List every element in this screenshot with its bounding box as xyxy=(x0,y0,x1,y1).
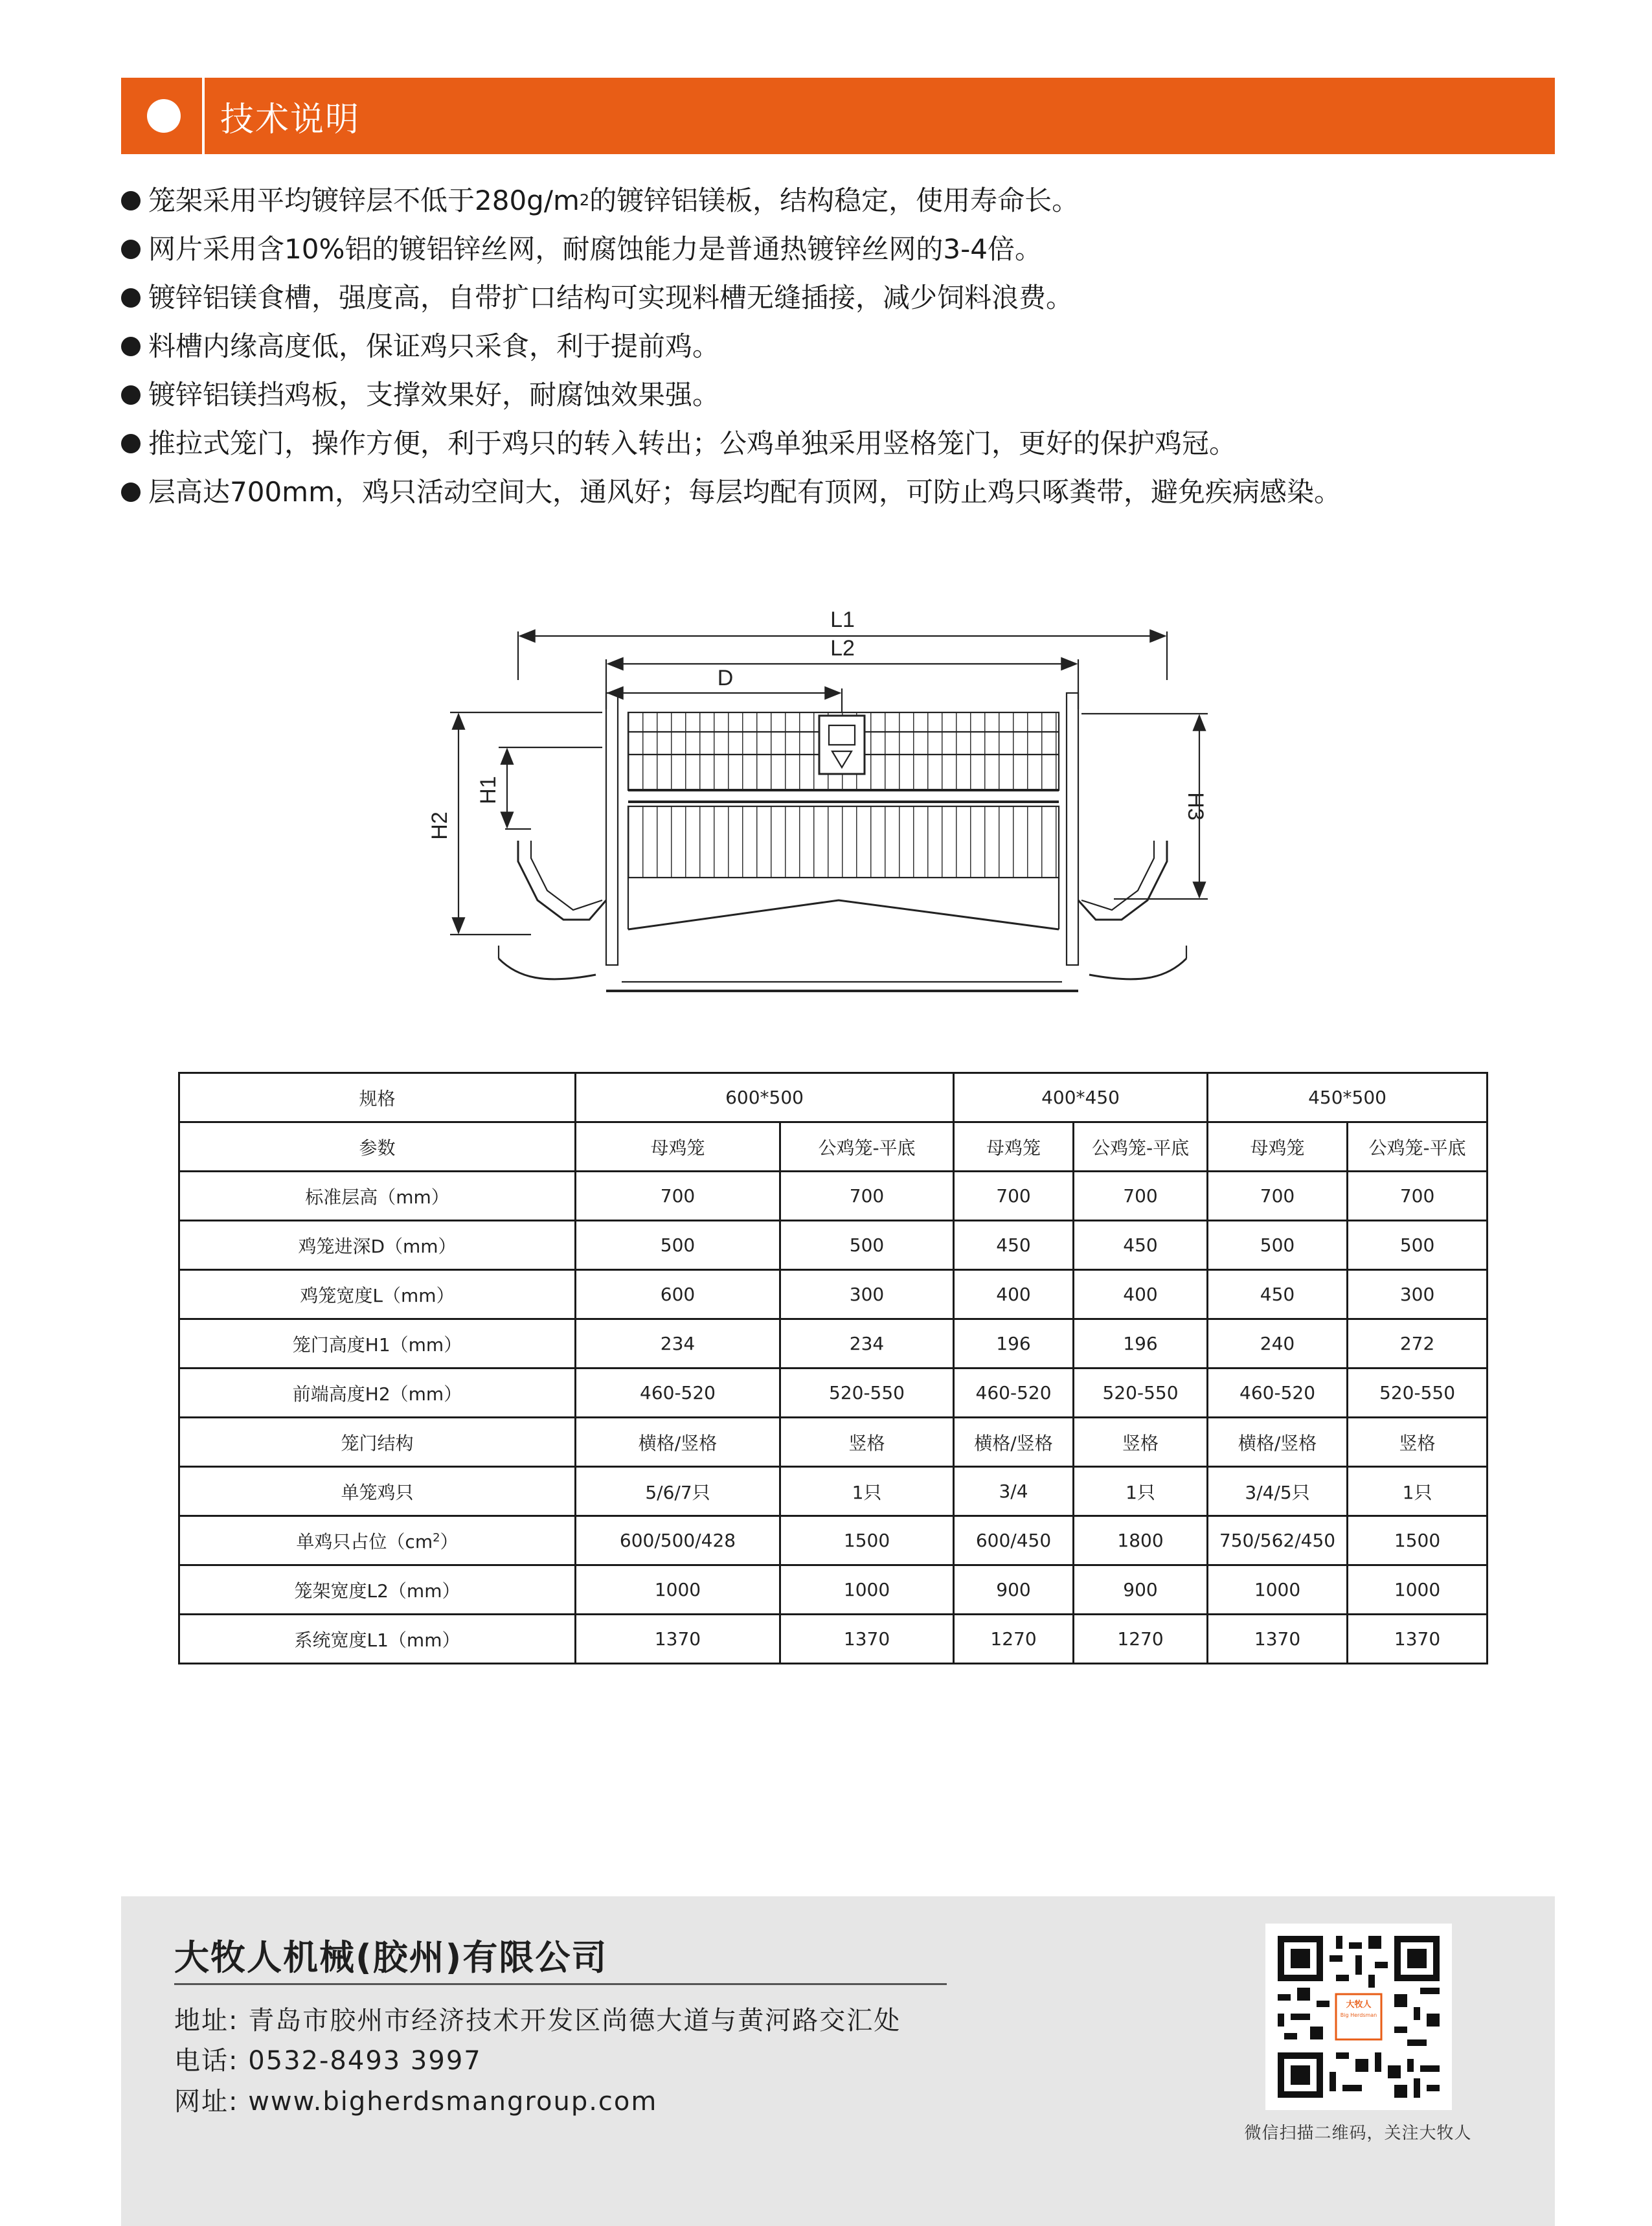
bullet-icon xyxy=(121,191,141,210)
table-cell: 公鸡笼-平底 xyxy=(780,1122,954,1172)
table-cell: 234 xyxy=(780,1319,954,1369)
company-name: 大牧人机械(胶州)有限公司 xyxy=(174,1937,608,1978)
table-cell: 公鸡笼-平底 xyxy=(1074,1122,1208,1172)
table-cell: 600/450 xyxy=(954,1516,1074,1565)
table-cell: 1270 xyxy=(1074,1615,1208,1664)
table-cell: 450*500 xyxy=(1208,1073,1488,1122)
spec-table xyxy=(178,1072,1488,1664)
bullet-icon xyxy=(121,240,141,259)
address-text: 地址: 青岛市胶州市经济技术开发区尚德大道与黄河路交汇处 xyxy=(174,2006,901,2036)
table-cell: 3/4 xyxy=(954,1467,1074,1516)
table-cell: 公鸡笼-平底 xyxy=(1348,1122,1488,1172)
table-row xyxy=(179,1319,1488,1369)
table-cell: 900 xyxy=(1074,1565,1208,1615)
list-item: 镀锌铝镁挡鸡板，支撑效果好，耐腐蚀效果强。 xyxy=(121,370,1546,419)
footer xyxy=(121,1896,1555,2226)
bullet-icon xyxy=(121,385,141,405)
table-cell: 1370 xyxy=(780,1615,954,1664)
dimension-label-l2: L2 xyxy=(830,636,855,661)
table-cell: 460-520 xyxy=(1208,1369,1348,1418)
table-cell: 900 xyxy=(954,1565,1074,1615)
footer-divider xyxy=(174,1983,947,1985)
table-cell: 400*450 xyxy=(954,1073,1208,1122)
table-cell: 700 xyxy=(576,1172,780,1221)
bullet-icon xyxy=(121,483,141,502)
table-cell: 400 xyxy=(1074,1270,1208,1319)
table-cell: 300 xyxy=(1348,1270,1488,1319)
table-cell: 笼门高度H1（mm） xyxy=(179,1319,576,1369)
table-cell: 鸡笼进深D（mm） xyxy=(179,1221,576,1270)
website-link[interactable]: 网址: www.bigherdsmangroup.com xyxy=(174,2087,658,2117)
dimension-label-h2: H2 xyxy=(427,812,452,840)
table-row xyxy=(179,1369,1488,1418)
table-cell: 1000 xyxy=(1348,1565,1488,1615)
bullet-icon xyxy=(121,288,141,308)
table-cell: 520-550 xyxy=(1074,1369,1208,1418)
table-cell: 规格 xyxy=(179,1073,576,1122)
table-row xyxy=(179,1467,1488,1516)
feature-list xyxy=(121,176,1546,516)
table-cell: 272 xyxy=(1348,1319,1488,1369)
qr-code xyxy=(1265,1924,1452,2110)
table-cell: 300 xyxy=(780,1270,954,1319)
table-cell: 196 xyxy=(954,1319,1074,1369)
table-cell: 700 xyxy=(780,1172,954,1221)
table-cell: 1370 xyxy=(576,1615,780,1664)
table-cell: 1500 xyxy=(1348,1516,1488,1565)
table-cell: 竖格 xyxy=(780,1418,954,1467)
table-cell: 460-520 xyxy=(576,1369,780,1418)
table-cell: 400 xyxy=(954,1270,1074,1319)
table-cell: 横格/竖格 xyxy=(576,1418,780,1467)
qr-caption: 微信扫描二维码，关注大牧人 xyxy=(1244,2124,1472,2143)
table-cell: 500 xyxy=(1208,1221,1348,1270)
header-divider xyxy=(202,78,205,154)
table-cell: 234 xyxy=(576,1319,780,1369)
table-cell: 1只 xyxy=(780,1467,954,1516)
table-cell: 1只 xyxy=(1348,1467,1488,1516)
dimension-label-h3: H3 xyxy=(1183,792,1208,821)
table-cell: 1000 xyxy=(576,1565,780,1615)
bullet-icon xyxy=(121,434,141,453)
table-cell: 竖格 xyxy=(1074,1418,1208,1467)
table-cell: 196 xyxy=(1074,1319,1208,1369)
list-item: 层高达700mm，鸡只活动空间大，通风好；每层均配有顶网，可防止鸡只啄粪带，避免疾病感染。 xyxy=(121,468,1546,516)
table-cell: 600*500 xyxy=(576,1073,954,1122)
table-cell: 横格/竖格 xyxy=(1208,1418,1348,1467)
table-cell: 前端高度H2（mm） xyxy=(179,1369,576,1418)
table-cell: 5/6/7只 xyxy=(576,1467,780,1516)
table-cell: 笼架宽度L2（mm） xyxy=(179,1565,576,1615)
dimension-label-l1: L1 xyxy=(830,608,855,632)
table-row xyxy=(179,1615,1488,1664)
table-cell: 700 xyxy=(1208,1172,1348,1221)
table-cell: 系统宽度L1（mm） xyxy=(179,1615,576,1664)
table-cell: 1800 xyxy=(1074,1516,1208,1565)
table-cell: 竖格 xyxy=(1348,1418,1488,1467)
table-cell: 笼门结构 xyxy=(179,1418,576,1467)
table-cell: 700 xyxy=(1348,1172,1488,1221)
table-row xyxy=(179,1418,1488,1467)
table-cell: 500 xyxy=(1348,1221,1488,1270)
table-cell: 单笼鸡只 xyxy=(179,1467,576,1516)
table-cell: 500 xyxy=(780,1221,954,1270)
table-cell: 标准层高（mm） xyxy=(179,1172,576,1221)
table-cell: 750/562/450 xyxy=(1208,1516,1348,1565)
table-cell: 参数 xyxy=(179,1122,576,1172)
table-cell: 520-550 xyxy=(1348,1369,1488,1418)
section-title: 技术说明 xyxy=(220,100,361,139)
table-row xyxy=(179,1172,1488,1221)
dimension-label-h1: H1 xyxy=(476,776,501,804)
list-item: 料槽内缘高度低，保证鸡只采食，利于提前鸡。 xyxy=(121,322,1546,370)
dimension-label-d: D xyxy=(717,666,734,690)
table-cell: 单鸡只占位$(cm^2)$ xyxy=(179,1516,576,1565)
table-cell: 460-520 xyxy=(954,1369,1074,1418)
table-cell: 450 xyxy=(954,1221,1074,1270)
table-cell: 1000 xyxy=(780,1565,954,1615)
table-cell: 600/500/428 xyxy=(576,1516,780,1565)
table-cell: 母鸡笼 xyxy=(576,1122,780,1172)
table-cell: 1000 xyxy=(1208,1565,1348,1615)
table-cell: 1370 xyxy=(1208,1615,1348,1664)
table-row xyxy=(179,1073,1488,1122)
table-row xyxy=(179,1516,1488,1565)
list-item: 网片采用含10%铝的镀铝锌丝网，耐腐蚀能力是普通热镀锌丝网的3-4倍。 xyxy=(121,225,1546,273)
table-cell: 母鸡笼 xyxy=(1208,1122,1348,1172)
table-cell: 520-550 xyxy=(780,1369,954,1418)
table-row xyxy=(179,1122,1488,1172)
bullet-icon xyxy=(121,337,141,356)
phone-text: 电话: 0532-8493 3997 xyxy=(174,2046,482,2076)
table-cell: 1270 xyxy=(954,1615,1074,1664)
table-cell: 3/4/5只 xyxy=(1208,1467,1348,1516)
table-cell: 横格/竖格 xyxy=(954,1418,1074,1467)
circle-icon xyxy=(147,99,181,133)
table-row xyxy=(179,1221,1488,1270)
section-header xyxy=(121,78,1555,154)
table-cell: 700 xyxy=(954,1172,1074,1221)
table-cell: 母鸡笼 xyxy=(954,1122,1074,1172)
table-cell: 1只 xyxy=(1074,1467,1208,1516)
table-row xyxy=(179,1270,1488,1319)
table-cell: 500 xyxy=(576,1221,780,1270)
table-cell: 450 xyxy=(1208,1270,1348,1319)
table-cell: 240 xyxy=(1208,1319,1348,1369)
table-cell: 1500 xyxy=(780,1516,954,1565)
table-cell: 600 xyxy=(576,1270,780,1319)
cage-diagram xyxy=(414,596,1230,997)
list-item: 笼架采用平均镀锌层不低于280g/m 2 的镀锌铝镁板，结构稳定，使用寿命长。 xyxy=(121,176,1546,225)
table-cell: 450 xyxy=(1074,1221,1208,1270)
table-cell: 700 xyxy=(1074,1172,1208,1221)
list-item: 镀锌铝镁食槽，强度高，自带扩口结构可实现料槽无缝插接，减少饲料浪费。 xyxy=(121,273,1546,322)
list-item: 推拉式笼门，操作方便，利于鸡只的转入转出；公鸡单独采用竖格笼门，更好的保护鸡冠。 xyxy=(121,419,1546,468)
table-row xyxy=(179,1565,1488,1615)
qr-logo-subtext: Big Herdsman xyxy=(1340,2012,1377,2018)
table-cell: 1370 xyxy=(1348,1615,1488,1664)
table-cell: 鸡笼宽度L（mm） xyxy=(179,1270,576,1319)
qr-logo-text: 大牧人 xyxy=(1346,2000,1372,2010)
